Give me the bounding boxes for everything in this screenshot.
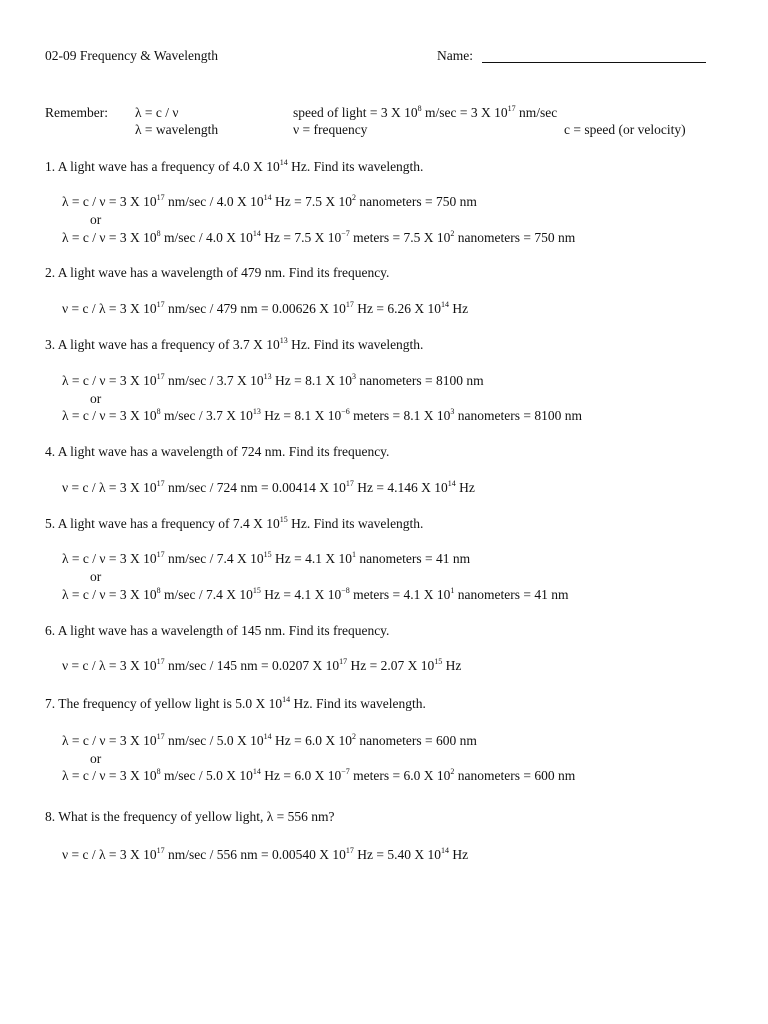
text-run: Hz = 5.40 X 10 xyxy=(353,847,441,862)
remember-formula: λ = c / ν xyxy=(135,105,179,120)
text-run: nm/sec / 479 nm = 0.00626 X 10 xyxy=(164,301,346,316)
text-run: nm/sec / 3.7 X 10 xyxy=(164,373,264,388)
text-run: nanometers = 600 nm xyxy=(454,768,576,783)
problem-3-alt-solution xyxy=(62,408,582,424)
exponent: 2 xyxy=(450,228,455,238)
exponent: 13 xyxy=(263,371,272,381)
problem-6-solution xyxy=(62,658,461,674)
text-run: nm/sec / 4.0 X 10 xyxy=(164,194,264,209)
text-run: λ = c / ν = 3 X 10 xyxy=(62,551,157,566)
exponent: 1 xyxy=(351,549,356,559)
text-run: λ = c / ν = 3 X 10 xyxy=(62,587,157,602)
problem-1-question xyxy=(45,159,423,175)
text-run: nanometers = 41 nm xyxy=(355,551,471,566)
text-run: nanometers = 600 nm xyxy=(355,733,477,748)
text-run: Hz = 4.1 X 10 xyxy=(271,551,352,566)
text-run: λ = c / ν = 3 X 10 xyxy=(62,733,157,748)
exponent: 15 xyxy=(434,656,443,666)
text-run: m/sec / 7.4 X 10 xyxy=(160,587,253,602)
exponent: 14 xyxy=(440,845,449,855)
text-run: 3. A light wave has a frequency of 3.7 X 10 xyxy=(45,337,280,352)
text-run: nanometers = 41 nm xyxy=(454,587,569,602)
exponent: 17 xyxy=(156,299,165,309)
text-run: Hz = 7.5 X 10 xyxy=(271,194,352,209)
text-run: 7. The frequency of yellow light is 5.0 X 10 xyxy=(45,696,283,711)
problem-8-solution xyxy=(62,847,468,863)
exponent: 17 xyxy=(156,845,165,855)
text-run: Hz. Find its wavelength. xyxy=(287,159,424,174)
text-run: Hz = 4.1 X 10 xyxy=(260,587,342,602)
text-run: ν = c / λ = 3 X 10 xyxy=(62,301,157,316)
text-run: nm/sec / 145 nm = 0.0207 X 10 xyxy=(164,658,340,673)
text-run: ν = c / λ = 3 X 10 xyxy=(62,847,157,862)
problem-2-solution xyxy=(62,301,468,317)
exponent: 17 xyxy=(345,845,354,855)
problem-3-or: or xyxy=(90,391,102,406)
problem-7-solution xyxy=(62,733,477,749)
text-run: 5. A light wave has a frequency of 7.4 X 10 xyxy=(45,516,280,531)
exponent: 17 xyxy=(156,731,165,741)
text-run: Hz = 7.5 X 10 xyxy=(260,230,342,245)
exponent: −7 xyxy=(341,228,350,238)
text-run: meters = 6.0 X 10 xyxy=(349,768,451,783)
problem-6-question xyxy=(45,623,389,639)
problem-7-or: or xyxy=(90,751,102,766)
text-run: Hz xyxy=(455,480,475,495)
text-run: Hz = 8.1 X 10 xyxy=(271,373,352,388)
text-run: λ = c / ν = 3 X 10 xyxy=(62,768,157,783)
exponent: 14 xyxy=(263,731,272,741)
exponent: 8 xyxy=(156,228,161,238)
text-run: Hz. Find its wavelength. xyxy=(287,516,424,531)
exponent: 17 xyxy=(345,478,354,488)
exponent: 17 xyxy=(156,549,165,559)
text-run: Hz = 6.0 X 10 xyxy=(260,768,342,783)
exponent: 8 xyxy=(156,585,161,595)
exponent: 15 xyxy=(263,549,272,559)
exponent: 14 xyxy=(252,228,261,238)
text-run: 4. A light wave has a wavelength of 724 nm. Find its frequency. xyxy=(45,444,390,459)
text-run: Hz xyxy=(442,658,462,673)
exponent: 2 xyxy=(450,766,455,776)
text-run: λ = c / ν = 3 X 10 xyxy=(62,230,157,245)
text-run: nanometers = 750 nm xyxy=(355,194,477,209)
text-run: ν = c / λ = 3 X 10 xyxy=(62,480,157,495)
text-run: Hz. Find its wavelength. xyxy=(290,696,426,711)
text-run: Hz xyxy=(448,301,469,316)
exponent: 17 xyxy=(156,371,165,381)
text-run: Hz = 6.26 X 10 xyxy=(353,301,441,316)
exponent: 13 xyxy=(279,335,288,345)
exponent: 17 xyxy=(339,656,348,666)
exponent: 17 xyxy=(345,299,354,309)
exponent: 17 xyxy=(156,656,165,666)
problem-7-question xyxy=(45,696,426,712)
problem-5-or: or xyxy=(90,569,102,584)
text-run: Hz = 8.1 X 10 xyxy=(260,408,342,423)
text-run: Hz. Find its wavelength. xyxy=(287,337,424,352)
text-run: nanometers = 8100 nm xyxy=(454,408,582,423)
text-run: m/sec / 3.7 X 10 xyxy=(160,408,253,423)
worksheet-title: 02-09 Frequency & Wavelength xyxy=(45,48,218,63)
text-run: nanometers = 8100 nm xyxy=(355,373,484,388)
exponent: 14 xyxy=(263,192,272,202)
text-run: nm/sec / 724 nm = 0.00414 X 10 xyxy=(164,480,346,495)
text-run: nm/sec / 7.4 X 10 xyxy=(164,551,264,566)
text-run: Hz = 6.0 X 10 xyxy=(271,733,352,748)
exponent: 8 xyxy=(156,766,161,776)
name-blank-line[interactable] xyxy=(482,62,706,63)
problem-5-question xyxy=(45,516,423,532)
text-run: Hz xyxy=(448,847,469,862)
c-definition: c = speed (or velocity) xyxy=(564,122,686,137)
text-run: meters = 4.1 X 10 xyxy=(349,587,451,602)
exponent: 13 xyxy=(252,406,261,416)
exponent: 15 xyxy=(279,514,288,524)
exponent: 17 xyxy=(156,192,165,202)
text-run: meters = 7.5 X 10 xyxy=(349,230,451,245)
problem-3-question xyxy=(45,337,423,353)
exponent: −8 xyxy=(341,585,350,595)
exponent: 1 xyxy=(450,585,455,595)
exponent: 14 xyxy=(440,299,449,309)
text-run: 1. A light wave has a frequency of 4.0 X 10 xyxy=(45,159,280,174)
text-run: Hz = 4.146 X 10 xyxy=(353,480,448,495)
exponent: 17 xyxy=(156,478,165,488)
nu-definition: ν = frequency xyxy=(293,122,368,137)
lambda-definition: λ = wavelength xyxy=(135,122,219,137)
exponent: 3 xyxy=(351,371,356,381)
problem-3-solution xyxy=(62,373,484,389)
text-run: λ = c / ν = 3 X 10 xyxy=(62,373,157,388)
text-run: m/sec / 4.0 X 10 xyxy=(160,230,253,245)
exponent: 2 xyxy=(351,192,356,202)
problem-1-solution xyxy=(62,194,477,210)
text-run: ν = c / λ = 3 X 10 xyxy=(62,658,157,673)
exponent: 8 xyxy=(156,406,161,416)
exponent: 3 xyxy=(450,406,455,416)
name-label: Name: xyxy=(437,48,473,63)
problem-1-or: or xyxy=(90,212,102,227)
problem-4-question xyxy=(45,444,389,460)
problem-5-solution xyxy=(62,551,470,567)
text-run: 8. What is the frequency of yellow light, λ = 556 nm? xyxy=(45,809,335,824)
text-run: 6. A light wave has a wavelength of 145 nm. Find its frequency. xyxy=(45,623,390,638)
problem-5-alt-solution xyxy=(62,587,568,603)
exponent: 14 xyxy=(252,766,261,776)
text-run: 2. A light wave has a wavelength of 479 nm. Find its frequency. xyxy=(45,265,390,280)
problem-8-question xyxy=(45,809,334,825)
text-run: λ = c / ν = 3 X 10 xyxy=(62,408,157,423)
problem-4-solution xyxy=(62,480,475,496)
exponent: 15 xyxy=(252,585,261,595)
exponent: 2 xyxy=(351,731,356,741)
exponent: −7 xyxy=(341,766,350,776)
text-run: nm/sec / 556 nm = 0.00540 X 10 xyxy=(164,847,346,862)
problem-1-alt-solution xyxy=(62,230,575,246)
speed-of-light-note: speed of light = 3 X $10^8$ m/sec = 3 X $10^{17}$ nm/sec xyxy=(293,103,558,120)
text-run: m/sec / 5.0 X 10 xyxy=(160,768,253,783)
exponent: −6 xyxy=(341,406,350,416)
exponent: 14 xyxy=(282,694,291,704)
text-run: meters = 8.1 X 10 xyxy=(349,408,451,423)
text-run: Hz = 2.07 X 10 xyxy=(347,658,435,673)
problem-2-question xyxy=(45,265,389,281)
text-run: nanometers = 750 nm xyxy=(454,230,576,245)
text-run: λ = c / ν = 3 X 10 xyxy=(62,194,157,209)
exponent: 14 xyxy=(279,157,288,167)
text-run: nm/sec / 5.0 X 10 xyxy=(164,733,264,748)
problem-7-alt-solution xyxy=(62,768,575,784)
exponent: 14 xyxy=(447,478,456,488)
remember-label: Remember: xyxy=(45,105,108,120)
